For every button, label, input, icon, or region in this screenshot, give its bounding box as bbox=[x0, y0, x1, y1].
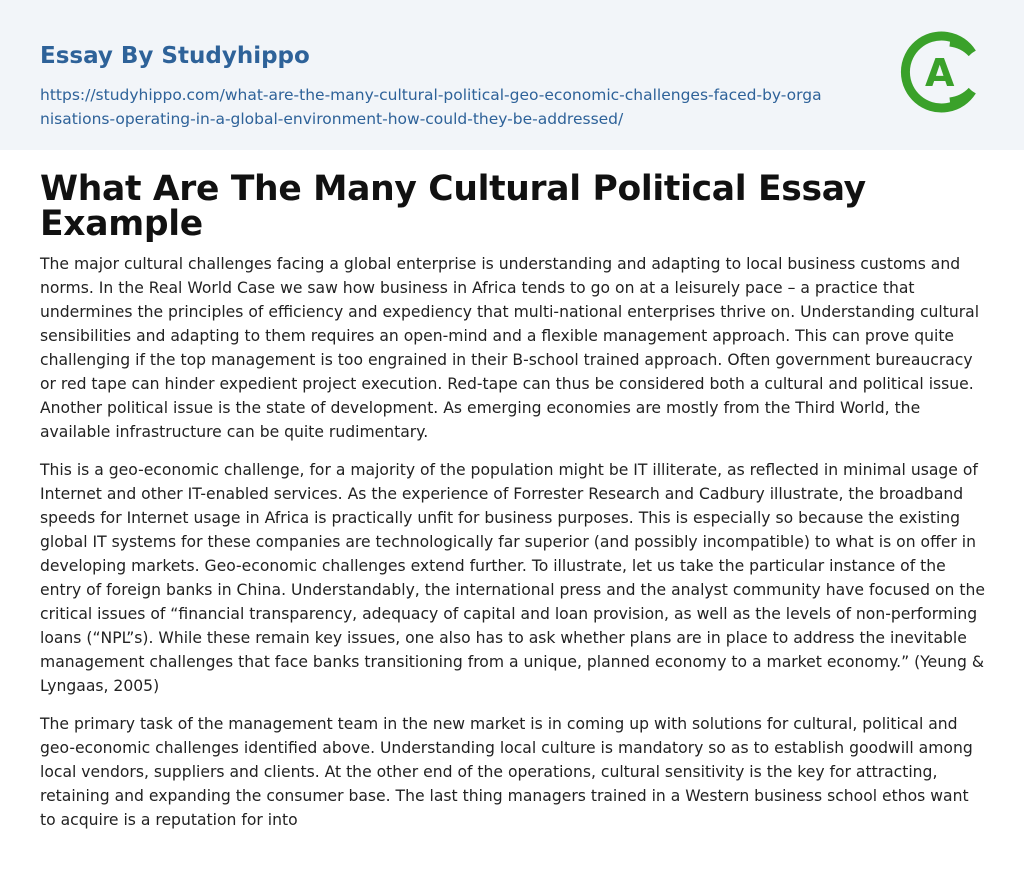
essay-paragraph-1: The major cultural challenges facing a global enterprise is understanding and adapting to local business customs and norms. In the Real World Case we saw how business in Africa tends to go on at a leisurely pace – a practice that undermines the principles of efficiency and expediency that multi-national enterprises thrive on. Understanding cultural sensibilities and adapting to them requires an open-mind and a flexible management approach. This can prove quite challenging if the top management is too engrained in their B-school trained approach. Often government bureaucracy or red tape can hinder expedient project execution. Red-tape can thus be considered both a cultural and political issue. Another political issue is the state of development. As emerging economies are mostly from the Third World, the available infrastructure can be quite rudimentary. bbox=[40, 255, 980, 441]
site-title: Essay By Studyhippo bbox=[40, 43, 310, 69]
essay-title: What Are The Many Cultural Political Essay Example bbox=[40, 169, 866, 244]
essay-content bbox=[0, 169, 1024, 832]
source-url-link[interactable]: https://studyhippo.com/what-are-the-many-cultural-political-geo-economic-challenges-faced-by-organisations-operating-in-a-global-environment-how-could-they-be-addressed/ bbox=[40, 86, 822, 128]
studyhippo-logo-icon[interactable] bbox=[900, 30, 984, 114]
essay-paragraph-3: The primary task of the management team in the new market is in coming up with solutions for cultural, political and geo-economic challenges identified above. Understanding local culture is mandatory so as to establish goodwill among local vendors, suppliers and clients. At the other end of the operations, cultural sensitivity is the key for attracting, retaining and expanding the consumer base. The last thing managers trained in a Western business school ethos want to acquire is a reputation for into bbox=[40, 715, 973, 829]
page-header bbox=[0, 0, 1024, 150]
essay-paragraph-2: This is a geo-economic challenge, for a majority of the population might be IT illiterate, as reflected in minimal usage of Internet and other IT-enabled services. As the experience of Forrester Research and Cadbury illustrate, the broadband speeds for Internet usage in Africa is practically unfit for business purposes. This is especially so because the existing global IT systems for these companies are technologically far superior (and possibly incompatible) to what is on offer in developing markets. Geo-economic challenges extend further. To illustrate, let us take the particular instance of the entry of foreign banks in China. Understandably, the international press and the analyst community have focused on the critical issues of “financial transparency, adequacy of capital and loan provision, as well as the levels of non-performing loans (“NPL”s). While these remain key issues, one also has to ask whether plans are in place to address the inevitable management challenges that face banks transitioning from a unique, planned economy to a market economy.” (Yeung & Lyngaas, 2005) bbox=[40, 461, 985, 695]
logo-letter: A bbox=[925, 51, 955, 95]
